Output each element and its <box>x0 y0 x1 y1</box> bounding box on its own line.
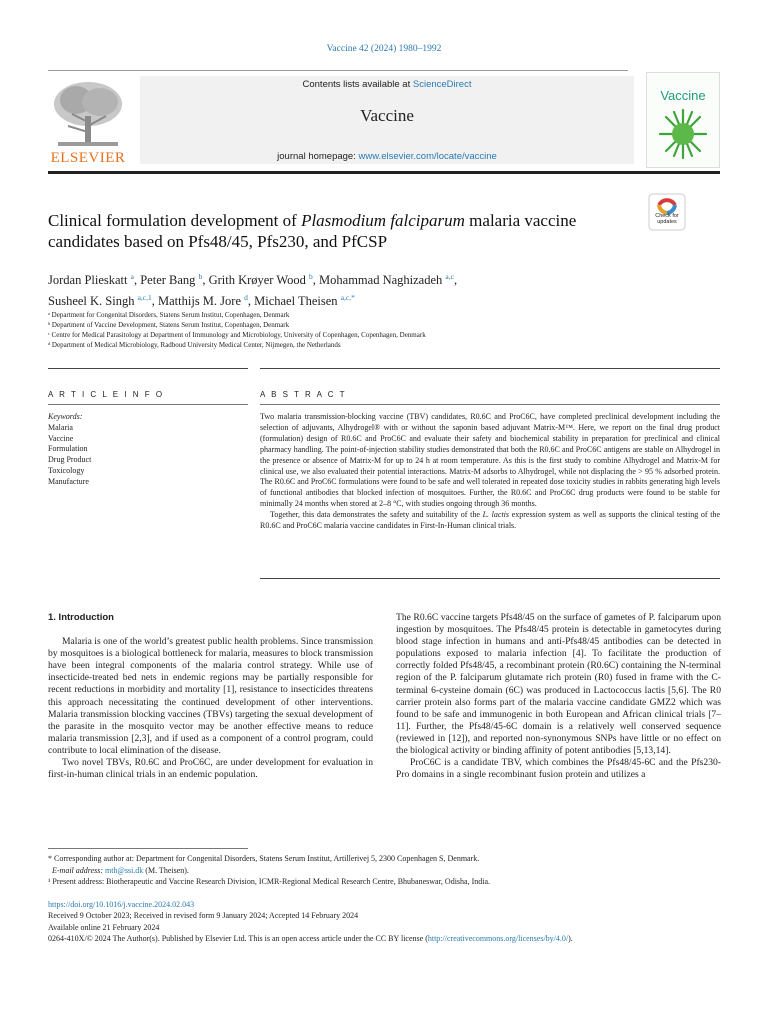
license-line <box>48 933 738 944</box>
author-list: Jordan Plieskatt $^a$, Peter Bang $^b$, Grith Krøyer Wood $^b$, Mohammad Naghizadeh $^{a,c}$, Susheel K. Singh $^{a,c,1}$, Matthijs M. Jore $^d$, Michael Theisen $^{a,c,*}$ <box>48 272 458 309</box>
email-name: (M. Theisen). <box>143 865 189 875</box>
present-address-note: ¹ Present address: Biotherapeutic and Vaccine Research Division, ICMR-Regional Medical Research Centre, Bhubaneswar, Odisha, India. <box>48 877 491 886</box>
keyword: Drug Product <box>48 455 92 465</box>
contents-line <box>140 79 634 90</box>
abstract-paragraph <box>260 510 720 532</box>
check-for-updates-icon[interactable] <box>648 193 686 231</box>
keywords <box>48 412 248 488</box>
body-column-left <box>48 612 373 781</box>
abstract-text: Together, this data demonstrates the safety and suitability of the <box>270 510 483 520</box>
contents-prefix: Contents lists available at <box>302 79 413 90</box>
author-affil-sup[interactable]: a,c,1 <box>137 293 152 303</box>
divider <box>48 368 248 369</box>
homepage-prefix: journal homepage: <box>277 151 359 162</box>
affiliation: ᵇ Department of Vaccine Development, Statens Serum Institut, Copenhagen, Denmark <box>48 321 290 329</box>
affiliation: ᶜ Centre for Medical Parasitology at Department of Immunology and Microbiology, University of Copenhagen, Copenhagen, Denmark <box>48 331 426 339</box>
keyword: Vaccine <box>48 433 74 443</box>
received-dates: Received 9 October 2023; Received in revised form 9 January 2024; Accepted 14 February 2024 <box>48 911 359 921</box>
author-affil-sup[interactable]: a,c,* <box>340 293 355 303</box>
author-name[interactable]: Michael Theisen <box>254 294 338 309</box>
footnote-divider <box>48 848 248 849</box>
divider <box>48 404 248 405</box>
author-affil-sup[interactable]: b <box>198 272 203 281</box>
journal-homepage-link[interactable]: www.elsevier.com/locate/vaccine <box>358 151 497 162</box>
abstract-body <box>260 412 720 532</box>
abstract-paragraph: Two malaria transmission-blocking vaccine (TBV) candidates, R0.6C and ProC6C, have completed preclinical development including the selection of adjuvants, Alhydrogel® with or without the saponin based adjuvant Matrix-M™. Here, we report on the final drug product (formulation) design of R0.6C and ProC6C and evaluate their safety and biochemical stability in preparation for preclinical and clinical pharmacy handling. The point-of-injection stability studies demonstrated that both the R0.6C and ProC6C antigens are stable on Alhydrogel in the presence or absence of Matrix-M for up to 24 h at room temperature. As this is the first study to combine Alhydrogel and Matrix-M for clinical use, we also evaluated their potential interactions. Matrix-M adsorbs to Alhydrogel, while not displacing the > 95 % adsorbed protein. The R0.6C and ProC6C formulations were found to be safe and well tolerated in repeated dose toxicity studies in rabbits generating high levels of functional antibodies that blocked infection of mosquitoes. Further, the R0.6C and ProC6C drug products were found to be stable for minimally 24 months when stored at 2–8 °C, with studies ongoing through 36 months. <box>260 412 720 509</box>
body-column-right <box>396 612 721 781</box>
publisher-logo-text: ELSEVIER <box>50 150 126 166</box>
author-name[interactable]: Peter Bang <box>140 273 196 288</box>
abstract-text: expression system as well as supports the clinical testing of the R0.6C and ProC6C malaria vaccine candidates in First-In-Human clinical trials. <box>260 510 721 531</box>
author-affil-sup[interactable]: a <box>130 272 134 281</box>
journal-reference[interactable]: Vaccine 42 (2024) 1980–1992 <box>326 44 442 54</box>
author-name[interactable]: Susheel K. Singh <box>48 294 135 309</box>
author-affil-sup[interactable]: a,c <box>445 272 454 281</box>
abstract-heading: A B S T R A C T <box>260 390 347 399</box>
publication-info <box>48 899 738 945</box>
title-part: malaria vaccine candidates based on Pfs48/45, Pfs230, and PfCSP <box>48 211 577 251</box>
corresponding-author-note: * Corresponding author at: Department for Congenital Disorders, Statens Serum Institut, Artillerivej 5, 2300 Copenhagen S, Denmark. <box>48 854 480 863</box>
article-info-heading: A R T I C L E I N F O <box>48 390 165 399</box>
email-label: E-mail address: <box>52 865 106 875</box>
header-thick-rule <box>48 171 720 174</box>
homepage-line <box>140 151 634 162</box>
doi-link[interactable]: https://doi.org/10.1016/j.vaccine.2024.02.043 <box>48 900 195 909</box>
author-name[interactable]: Matthijs M. Jore <box>158 294 241 309</box>
cover-title: Vaccine <box>660 88 706 103</box>
author-name[interactable]: Mohammad Naghizadeh <box>319 273 443 288</box>
keywords-label: Keywords: <box>48 412 83 421</box>
affiliations <box>48 310 708 350</box>
author-affil-sup[interactable]: b <box>309 272 313 281</box>
keyword: Manufacture <box>48 476 89 486</box>
virus-cover-art-icon <box>652 104 714 162</box>
check-for-updates-label: Check for updates <box>655 213 679 225</box>
author-name[interactable]: Jordan Plieskatt <box>48 273 128 288</box>
email-note <box>48 865 718 877</box>
header-rule <box>48 70 628 71</box>
keyword: Malaria <box>48 422 73 432</box>
title-part: Clinical formulation development of <box>48 211 302 230</box>
body-paragraph: The R0.6C vaccine targets Pfs48/45 on the surface of gametes of P. falciparum upon ingestion by mosquitoes. The Pfs48/45 protein is detectable in gametocytes during blood stage infection in humans and anti-Pfs48/45 antibodies can be detected in populations exposed to malaria infection [4]. To facilitate the production of correctly folded Pfs48/45, a recombinant protein (R0.6C) containing the N-terminal region of the P. falciparum glutamate rich protein (R0) fused in frame with the C-terminal 6-cysteine domain (6C) was produced in Lactococcus lactis [5,6]. The R0 carrier protein also forms part of the malaria vaccine candidate GMZ2 which was found to be safe and immunogenic in both European and African clinical trials [7–11]. Further, the Pfs48/45-6C domain is a relatively well conserved sequence (reviewed in [12]), and reported non-synonymous SNPs have little or no effect on the biological activity or binding affinity of potent antibodies [5,13,14]. <box>396 612 721 757</box>
email-link[interactable]: mth@ssi.dk <box>105 865 144 875</box>
body-paragraph: ProC6C is a candidate TBV, which combines the Pfs48/45-6C and the Pfs230-Pro domains in a single recombinant fusion protein and utilizes a <box>396 757 721 781</box>
license-text: 0264-410X/© 2024 The Author(s). Published by Elsevier Ltd. This is an open access article under the CC BY license ( <box>48 934 428 944</box>
article-title <box>48 210 638 252</box>
affiliation: ᵈ Department of Medical Microbiology, Radboud University Medical Center, Nijmegen, the Netherlands <box>48 341 341 349</box>
body-paragraph: Malaria is one of the world’s greatest public health problems. Since transmission by mosquitoes is a biological bottleneck for malaria, measures to block transmission have been integral components of the malaria control strategy. While use of insecticide-treated bed nets in endemic regions may be partially responsible for recent reductions in morbidity and mortality [1], resistance to insecticides threatens this approach necessitating the continued development of other interventions. Malaria transmission blocking vaccines (TBVs) targeting the sexual development of the parasite in the mosquito vector may be another effective means to reduce malaria transmission [2,3], and if used as a component of a control program, could contribute to local elimination of the disease. <box>48 636 373 756</box>
sciencedirect-link[interactable]: ScienceDirect <box>412 79 472 90</box>
divider <box>260 404 720 405</box>
license-link[interactable]: http://creativecommons.org/licenses/by/4.0/ <box>427 934 569 944</box>
keyword: Toxicology <box>48 465 85 475</box>
affiliation: ᵃ Department for Congenital Disorders, Statens Serum Institut, Copenhagen, Denmark <box>48 311 290 319</box>
available-online: Available online 21 February 2024 <box>48 922 160 932</box>
section-heading: 1. Introduction <box>48 612 114 623</box>
abstract-italic: L. lactis <box>482 510 510 520</box>
footnotes <box>48 853 718 888</box>
divider <box>260 578 720 579</box>
divider <box>260 368 720 369</box>
keyword: Formulation <box>48 444 88 454</box>
author-affil-sup[interactable]: d <box>244 293 248 303</box>
author-name[interactable]: Grith Krøyer Wood <box>208 273 306 288</box>
title-italic: Plasmodium falciparum <box>301 211 465 230</box>
body-paragraph: Two novel TBVs, R0.6C and ProC6C, are under development for evaluation in first-in-human clinical trials in an endemic population. <box>48 757 373 781</box>
license-text: ). <box>568 934 573 944</box>
journal-name: Vaccine <box>360 106 414 125</box>
